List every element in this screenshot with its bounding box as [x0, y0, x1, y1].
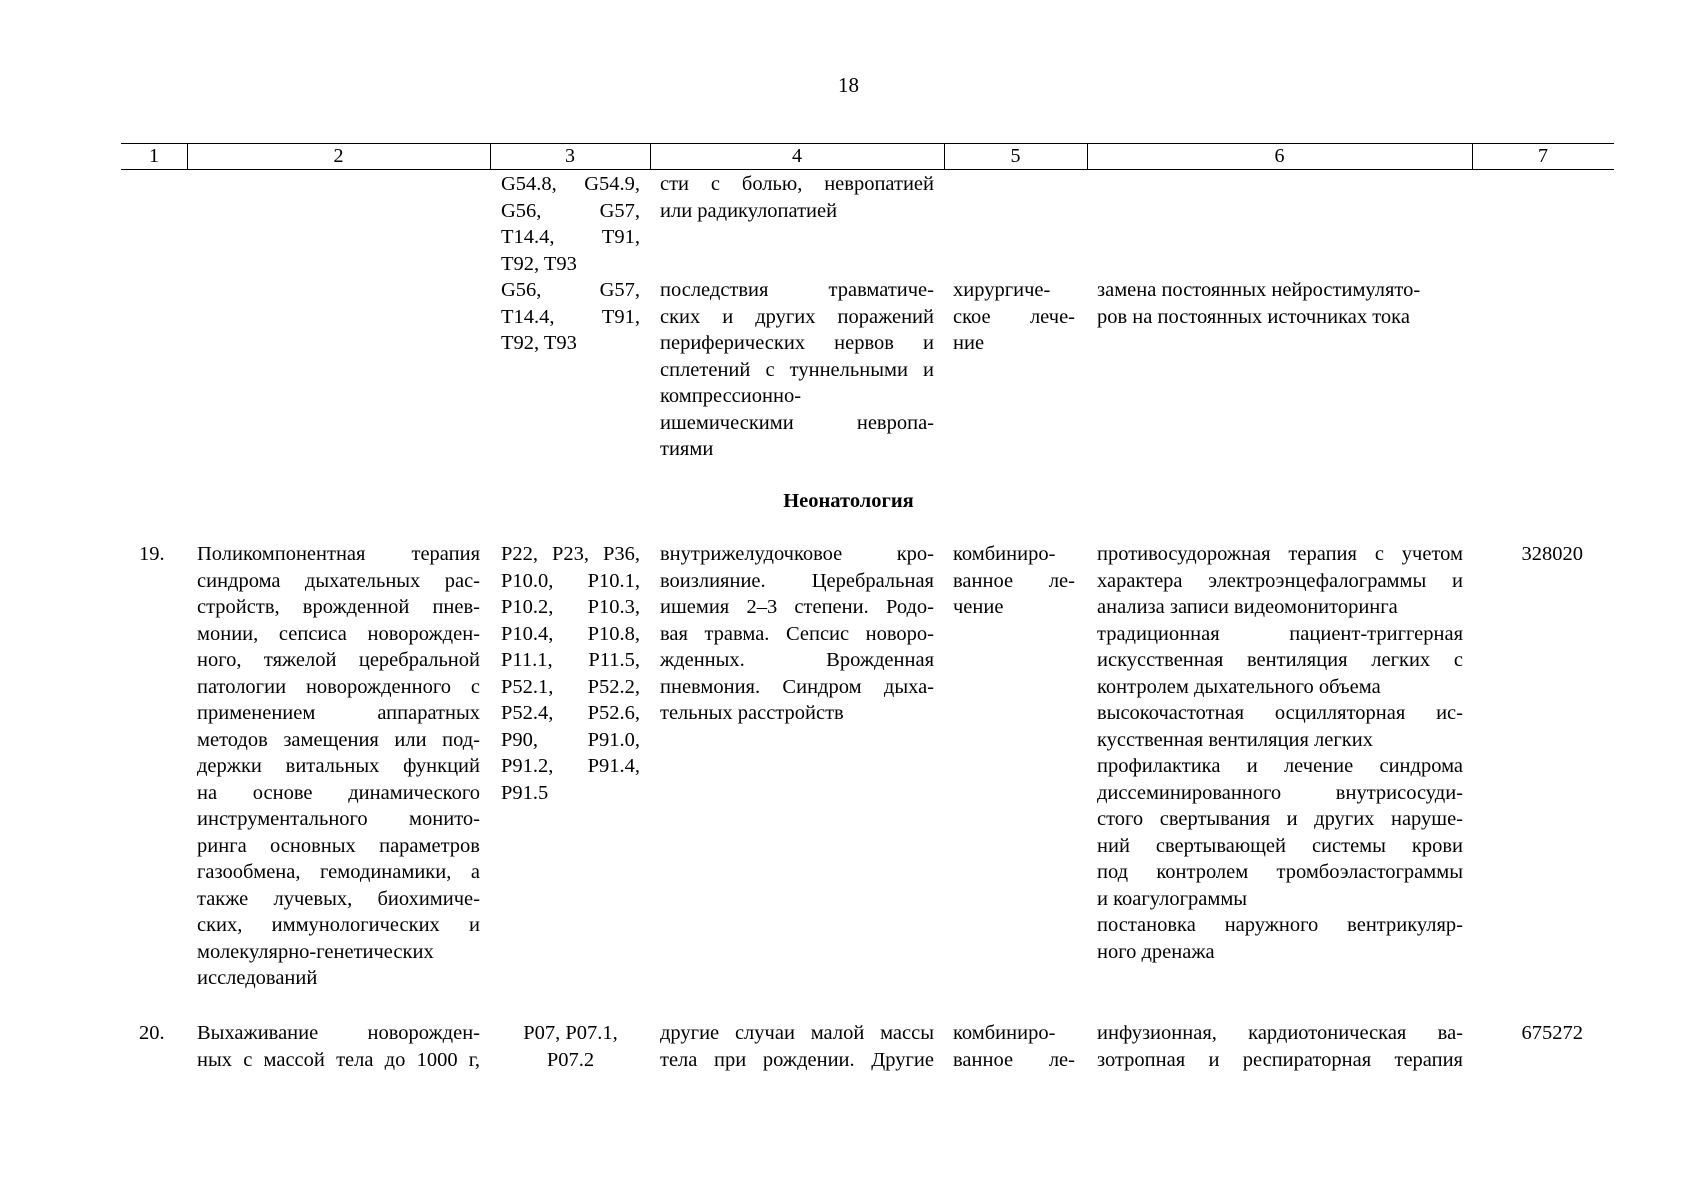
text-line: ров на постоянных источниках тока — [1097, 305, 1410, 328]
row20-icd-codes — [501, 1020, 640, 1073]
text-line: комбиниро- — [953, 1022, 1056, 1044]
row20-cost: 675272 — [1521, 1022, 1583, 1044]
row20-number: 20. — [139, 1022, 165, 1044]
text-line: ванное ле- — [953, 569, 1075, 592]
text-line: ских и других поражений — [660, 305, 934, 328]
text-line: чение — [953, 596, 1004, 618]
text-line: P91.5 — [501, 781, 549, 804]
text-line: G54.8, G54.9, — [501, 173, 640, 195]
text-line: ринга основных параметров — [197, 834, 480, 857]
text-line: P90, P91.0, — [501, 728, 640, 751]
cont1-diagnosis — [660, 171, 934, 224]
text-line: ишемическими невропа- — [660, 411, 934, 434]
row19-number: 19. — [139, 543, 165, 565]
text-line: T92, T93 — [501, 252, 577, 275]
text-line: газообмена, гемодинамики, а — [197, 861, 480, 883]
text-line: молекулярно-генетических — [197, 940, 434, 963]
text-line: воизлияние. Церебральная — [660, 569, 934, 592]
text-line: сти с болью, невропатией — [660, 173, 934, 195]
cont1-icd-codes — [501, 171, 640, 277]
header-col-6: 6 — [1274, 145, 1285, 167]
text-line: ских, иммунологических и — [197, 914, 480, 936]
text-line: методов замещения или под- — [197, 728, 480, 751]
text-line: T14.4, T91, — [501, 226, 640, 248]
text-line: Выхаживание новорожден- — [197, 1022, 480, 1044]
text-line: ний свертывающей системы крови — [1097, 834, 1463, 857]
row19-name — [197, 541, 480, 992]
header-col-4: 4 — [792, 145, 802, 167]
row20-diagnosis — [660, 1020, 934, 1073]
text-line: T92, T93 — [501, 332, 577, 354]
text-line: другие случаи малой массы — [660, 1022, 934, 1044]
header-col-7: 7 — [1538, 145, 1548, 167]
text-line: диссеминированного внутрисосуди- — [1097, 781, 1463, 804]
section-title: Неонатология — [783, 490, 914, 512]
text-line: жденных. Врожденная — [660, 649, 934, 671]
cont2-treatment-type — [953, 277, 1075, 357]
text-line: G56, G57, — [501, 199, 640, 222]
text-line: ишемия 2–3 степени. Родо- — [660, 596, 934, 618]
row19-cost: 328020 — [1521, 543, 1583, 565]
text-line: ское лече- — [953, 305, 1075, 328]
header-col-2: 2 — [333, 145, 344, 167]
text-line: P52.4, P52.6, — [501, 702, 640, 724]
text-line: последствия травматиче- — [660, 279, 934, 301]
text-line: P07, P07.1, — [523, 1022, 618, 1044]
header-col-3: 3 — [565, 145, 575, 167]
text-line: применением аппаратных — [197, 702, 480, 724]
row19-treatment-type — [953, 541, 1075, 621]
text-line: компрессионно- — [660, 385, 802, 407]
text-line: комбиниро- — [953, 543, 1056, 565]
text-line: синдрома дыхательных рас- — [197, 569, 480, 592]
text-line: ных с массой тела до 1000 г, — [197, 1048, 480, 1071]
text-line: ванное ле- — [953, 1048, 1075, 1071]
text-line: высокочастотная осцилляторная ис- — [1097, 702, 1463, 724]
header-col-5: 5 — [1010, 145, 1021, 167]
text-line: контролем дыхательного объема — [1097, 675, 1381, 698]
text-line: тельных расстройств — [660, 702, 844, 724]
row20-name — [197, 1020, 480, 1073]
text-line: P07.2 — [546, 1048, 595, 1071]
text-line: внутрижелудочковое кро- — [660, 543, 934, 565]
row20-treatment-type — [953, 1020, 1075, 1073]
text-line: монии, сепсиса новорожден- — [197, 622, 480, 645]
text-line: пневмония. Синдром дыха- — [660, 675, 934, 698]
text-line: P91.2, P91.4, — [501, 755, 640, 777]
text-line: исследований — [197, 967, 318, 989]
text-line: P10.2, P10.3, — [501, 596, 640, 618]
text-line: Поликомпонентная терапия — [197, 543, 480, 565]
text-line: тела при рождении. Другие — [660, 1048, 934, 1071]
text-line: зотропная и респираторная терапия — [1097, 1048, 1463, 1071]
text-line: периферических нервов и — [660, 332, 934, 354]
text-line: стого свертывания и других наруше- — [1097, 808, 1463, 830]
text-line: хирургиче- — [953, 279, 1051, 301]
table-header-row — [121, 143, 1614, 170]
text-line: патологии новорожденного с — [197, 675, 480, 698]
text-line: P22, P23, P36, — [501, 543, 640, 565]
text-line: стройств, врожденной пнев- — [197, 596, 480, 618]
cont2-diagnosis — [660, 277, 934, 463]
text-line: постановка наружного вентрикуляр- — [1097, 914, 1463, 936]
header-col-1: 1 — [149, 145, 159, 167]
text-line: T14.4, T91, — [501, 305, 640, 328]
text-line: сплетений с туннельными и — [660, 358, 934, 381]
text-line: P11.1, P11.5, — [501, 649, 640, 671]
text-line: ние — [953, 332, 985, 354]
row19-treatment-method — [1097, 541, 1463, 965]
text-line: анализа записи видеомониторинга — [1097, 596, 1398, 618]
text-line: и коагулограммы — [1097, 887, 1248, 910]
row19-diagnosis — [660, 541, 934, 727]
row19-icd-codes — [501, 541, 640, 806]
row20-treatment-method — [1097, 1020, 1463, 1073]
text-line: P10.0, P10.1, — [501, 569, 640, 592]
text-line: противосудорожная терапия с учетом — [1097, 543, 1463, 565]
page-number: 18 — [838, 73, 859, 97]
text-line: профилактика и лечение синдрома — [1097, 755, 1463, 777]
text-line: P52.1, P52.2, — [501, 675, 640, 698]
text-line: ного, тяжелой церебральной — [197, 649, 480, 671]
text-line: или радикулопатией — [660, 199, 838, 222]
text-line: также лучевых, биохимиче- — [197, 887, 480, 910]
text-line: на основе динамического — [197, 781, 480, 804]
text-line: кусственная вентиляция легких — [1097, 728, 1373, 751]
text-line: держки витальных функций — [197, 755, 480, 777]
text-line: вая травма. Сепсис новоро- — [660, 622, 934, 645]
text-line: ного дренажа — [1097, 940, 1215, 963]
text-line: P10.4, P10.8, — [501, 622, 640, 645]
text-line: инфузионная, кардиотоническая ва- — [1097, 1022, 1463, 1044]
text-line: под контролем тромбоэластограммы — [1097, 861, 1463, 883]
text-line: тиями — [660, 438, 714, 460]
text-line: искусственная вентиляция легких с — [1097, 649, 1463, 671]
text-line: характера электроэнцефалограммы и — [1097, 569, 1463, 592]
text-line: G56, G57, — [501, 279, 640, 301]
text-line: инструментального монито- — [197, 808, 480, 830]
text-line: традиционная пациент-триггерная — [1097, 622, 1463, 645]
text-line: замена постоянных нейростимулято- — [1097, 279, 1421, 301]
cont2-icd-codes — [501, 277, 640, 357]
cont2-treatment-method — [1097, 277, 1463, 330]
